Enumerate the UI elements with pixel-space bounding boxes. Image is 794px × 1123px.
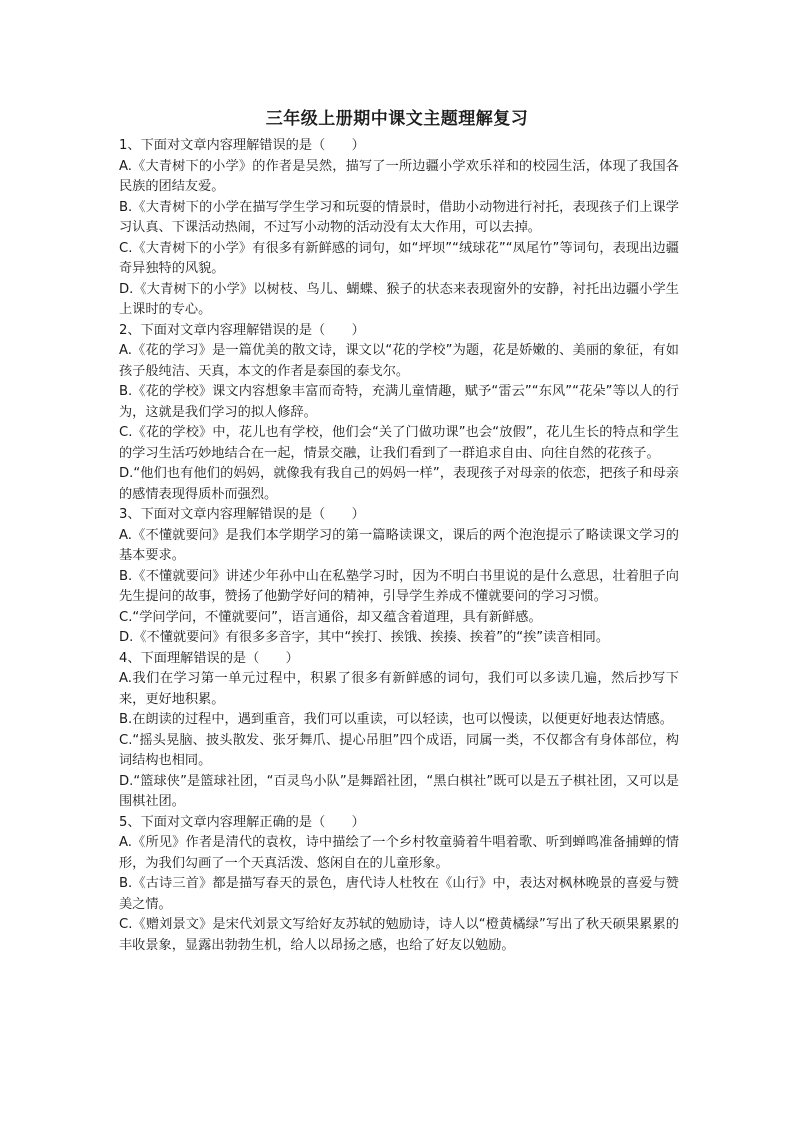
question-stem: 1、下面对文章内容理解错误的是（ ） (119, 138, 365, 153)
question-option: B.《不懂就要问》讲述少年孙中山在私塾学习时，因为不明白书里说的是什么意思，壮着胆子向先生提问的故事，赞扬了他勤学好问的精神，引导学生养成不懂就要问的学习习惯。 (119, 568, 679, 604)
question-option: C.《赠刘景文》是宋代刘景文写给好友苏轼的勉励诗，诗人以“橙黄橘绿”写出了秋天硕果累累的丰收景象，显露出勃勃生机，给人以昂扬之感，也给了好友以勉励。 (119, 917, 679, 953)
question-option: D.“他们也有他们的妈妈，就像我有我自己的妈妈一样”，表现孩子对母亲的依恋，把孩子和母亲的感情表现得质朴而强烈。 (119, 466, 679, 502)
question-option: D.“篮球侠”是篮球社团，“百灵鸟小队”是舞蹈社团，“黑白棋社”既可以是五子棋社团，又可以是围棋社团。 (119, 773, 679, 809)
question-3 (119, 505, 679, 649)
question-stem: 2、下面对文章内容理解错误的是（ ） (119, 322, 365, 338)
question-option: A.《花的学习》是一篇优美的散文诗，课文以“花的学校”为题，花是娇嫩的、美丽的象征，有如孩子般纯洁、天真，本文的作者是泰国的泰戈尔。 (119, 343, 679, 379)
question-option: C.《花的学校》中，花儿也有学校，他们会“关了门做功课”也会“放假”，花儿生长的特点和学生的学习生活巧妙地结合在一起，情景交融，让我们看到了一群追求自由、向往自然的花孩子。 (119, 425, 679, 461)
question-2 (119, 321, 679, 506)
document-title: 三年级上册期中课文主题理解复习 (265, 109, 529, 129)
question-option: C.“摇头晃脑、披头散发、张牙舞爪、提心吊胆”四个成语，同属一类，不仅都含有身体部位，构词结构也相同。 (119, 732, 679, 768)
question-stem: 5、下面对文章内容理解正确的是（ ） (119, 814, 365, 830)
question-stem: 4、下面理解错误的是（ ） (119, 650, 299, 666)
question-option: A.我们在学习第一单元过程中，积累了很多有新鲜感的词句，我们可以多读几遍，然后抄写下来，更好地积累。 (119, 671, 679, 707)
question-option: D.《大青树下的小学》以树枝、鸟儿、蝴蝶、猴子的状态来表现窗外的安静，衬托出边疆小学生上课时的专心。 (119, 281, 679, 317)
question-option: C.《大青树下的小学》有很多有新鲜感的词句，如“坪坝”“绒球花”“凤尾竹”等词句，表现出边疆奇异独特的风貌。 (119, 240, 679, 276)
question-4 (119, 649, 679, 813)
question-option: B.在朗读的过程中，遇到重音，我们可以重读，可以轻读，也可以慢读，以便更好地表达情感。 (119, 712, 673, 727)
question-option: B.《古诗三首》都是描写春天的景色，唐代诗人杜牧在《山行》中，表达对枫林晚景的喜爱与赞美之情。 (119, 876, 679, 912)
question-option: C.“学问学问，不懂就要问”，语言通俗，却又蕴含着道理，具有新鲜感。 (119, 609, 542, 625)
question-option: D.《不懂就要问》有很多多音字，其中“挨打、挨饿、挨揍、挨着”的“挨”读音相同。 (119, 630, 610, 645)
question-option: A.《所见》作者是清代的袁枚，诗中描绘了一个乡村牧童骑着牛唱着歌、听到蝉鸣准备捕蝉的情形，为我们勾画了一个天真活泼、悠闲自在的儿童形象。 (119, 835, 679, 871)
question-option: B.《大青树下的小学在描写学生学习和玩耍的情景时，借助小动物进行衬托，表现孩子们上课学习认真、下课活动热闹，不过写小动物的活动没有太大作用，可以去掉。 (119, 199, 679, 235)
question-option: A.《不懂就要问》是我们本学期学习的第一篇略读课文，课后的两个泡泡提示了略读课文学习的基本要求。 (119, 527, 679, 563)
question-1 (119, 136, 679, 321)
question-list (119, 136, 679, 956)
question-5 (119, 813, 679, 957)
question-option: A.《大青树下的小学》的作者是吴然，描写了一所边疆小学欢乐祥和的校园生活，体现了我国各民族的团结友爱。 (119, 158, 679, 194)
question-stem: 3、下面对文章内容理解错误的是（ ） (119, 507, 365, 522)
question-option: B.《花的学校》课文内容想象丰富而奇特，充满儿童情趣，赋予“雷云”“东风”“花朵”等以人的行为，这就是我们学习的拟人修辞。 (119, 384, 679, 420)
